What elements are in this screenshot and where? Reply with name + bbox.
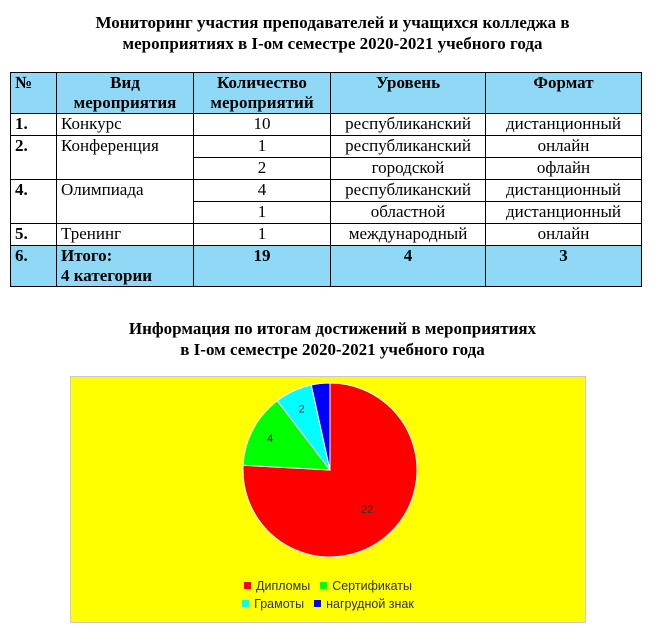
row-format: онлайн bbox=[486, 136, 642, 158]
legend-label: Грамоты bbox=[254, 597, 305, 611]
header-count bbox=[194, 73, 331, 114]
row-num: 2. bbox=[11, 136, 57, 180]
total-label bbox=[57, 246, 194, 287]
header-level: Уровень bbox=[331, 73, 486, 114]
legend-swatch bbox=[244, 582, 251, 589]
document-title-line2: мероприятиях в I-ом семестре 2020-2021 учебного года bbox=[122, 34, 543, 53]
chart-legend bbox=[71, 577, 585, 613]
pie-data-label-3: 2 bbox=[298, 403, 305, 416]
table-row bbox=[11, 224, 642, 246]
row-format: дистанционный bbox=[486, 114, 642, 136]
total-num: 6. bbox=[11, 246, 57, 287]
row-format: онлайн bbox=[486, 224, 642, 246]
legend-item bbox=[320, 577, 412, 595]
pie-chart-area bbox=[70, 376, 586, 623]
row-format: дистанционный bbox=[486, 202, 642, 224]
row-count: 10 bbox=[194, 114, 331, 136]
row-num: 5. bbox=[11, 224, 57, 246]
row-num: 1. bbox=[11, 114, 57, 136]
table-total-row bbox=[11, 246, 642, 287]
total-level: 4 bbox=[331, 246, 486, 287]
header-format: Формат bbox=[486, 73, 642, 114]
document-title-line1: Мониторинг участия преподавателей и учащихся колледжа в bbox=[95, 13, 570, 32]
row-type: Тренинг bbox=[57, 224, 194, 246]
legend-row bbox=[71, 595, 585, 613]
document-title bbox=[0, 12, 665, 54]
header-count-line1: Количество bbox=[217, 73, 307, 92]
chart-heading-line2: в I-ом семестре 2020-2021 учебного года bbox=[180, 340, 485, 359]
row-count: 2 bbox=[194, 158, 331, 180]
legend-item bbox=[242, 595, 304, 613]
table-row bbox=[11, 114, 642, 136]
header-count-line2: мероприятий bbox=[210, 93, 314, 112]
row-count: 1 bbox=[194, 224, 331, 246]
legend-swatch bbox=[320, 582, 327, 589]
chart-heading-line1: Информация по итогам достижений в мероприятиях bbox=[128, 319, 537, 338]
legend-label: Сертификаты bbox=[332, 579, 412, 593]
row-level: республиканский bbox=[331, 114, 486, 136]
total-label-line1: Итого: bbox=[61, 246, 113, 265]
header-type-line1: Вид bbox=[110, 73, 140, 92]
row-type: Олимпиада bbox=[57, 180, 194, 224]
row-type: Конференция bbox=[57, 136, 194, 180]
row-count: 4 bbox=[194, 180, 331, 202]
legend-row bbox=[71, 577, 585, 595]
header-type bbox=[57, 73, 194, 114]
row-level: республиканский bbox=[331, 180, 486, 202]
monitoring-table bbox=[10, 72, 642, 287]
row-num: 4. bbox=[11, 180, 57, 224]
row-count: 1 bbox=[194, 136, 331, 158]
legend-item bbox=[314, 595, 414, 613]
row-level: областной bbox=[331, 202, 486, 224]
total-count: 19 bbox=[194, 246, 331, 287]
row-count: 1 bbox=[194, 202, 331, 224]
legend-item bbox=[244, 577, 310, 595]
pie-data-label-1: 22 bbox=[360, 504, 374, 517]
legend-swatch bbox=[314, 600, 321, 607]
row-level: городской bbox=[331, 158, 486, 180]
table-row bbox=[11, 180, 642, 202]
total-format: 3 bbox=[486, 246, 642, 287]
legend-swatch bbox=[242, 600, 249, 607]
table-row bbox=[11, 136, 642, 158]
header-num: № bbox=[11, 73, 57, 114]
row-format: дистанционный bbox=[486, 180, 642, 202]
table-header-row bbox=[11, 73, 642, 114]
legend-label: нагрудной знак bbox=[326, 597, 414, 611]
row-format: офлайн bbox=[486, 158, 642, 180]
row-type: Конкурс bbox=[57, 114, 194, 136]
row-level: республиканский bbox=[331, 136, 486, 158]
header-type-line2: мероприятия bbox=[73, 93, 177, 112]
total-label-line2: 4 категории bbox=[61, 266, 153, 285]
pie-data-label-2: 4 bbox=[266, 433, 274, 446]
chart-heading bbox=[0, 318, 665, 360]
row-level: международный bbox=[331, 224, 486, 246]
legend-label: Дипломы bbox=[256, 579, 311, 593]
